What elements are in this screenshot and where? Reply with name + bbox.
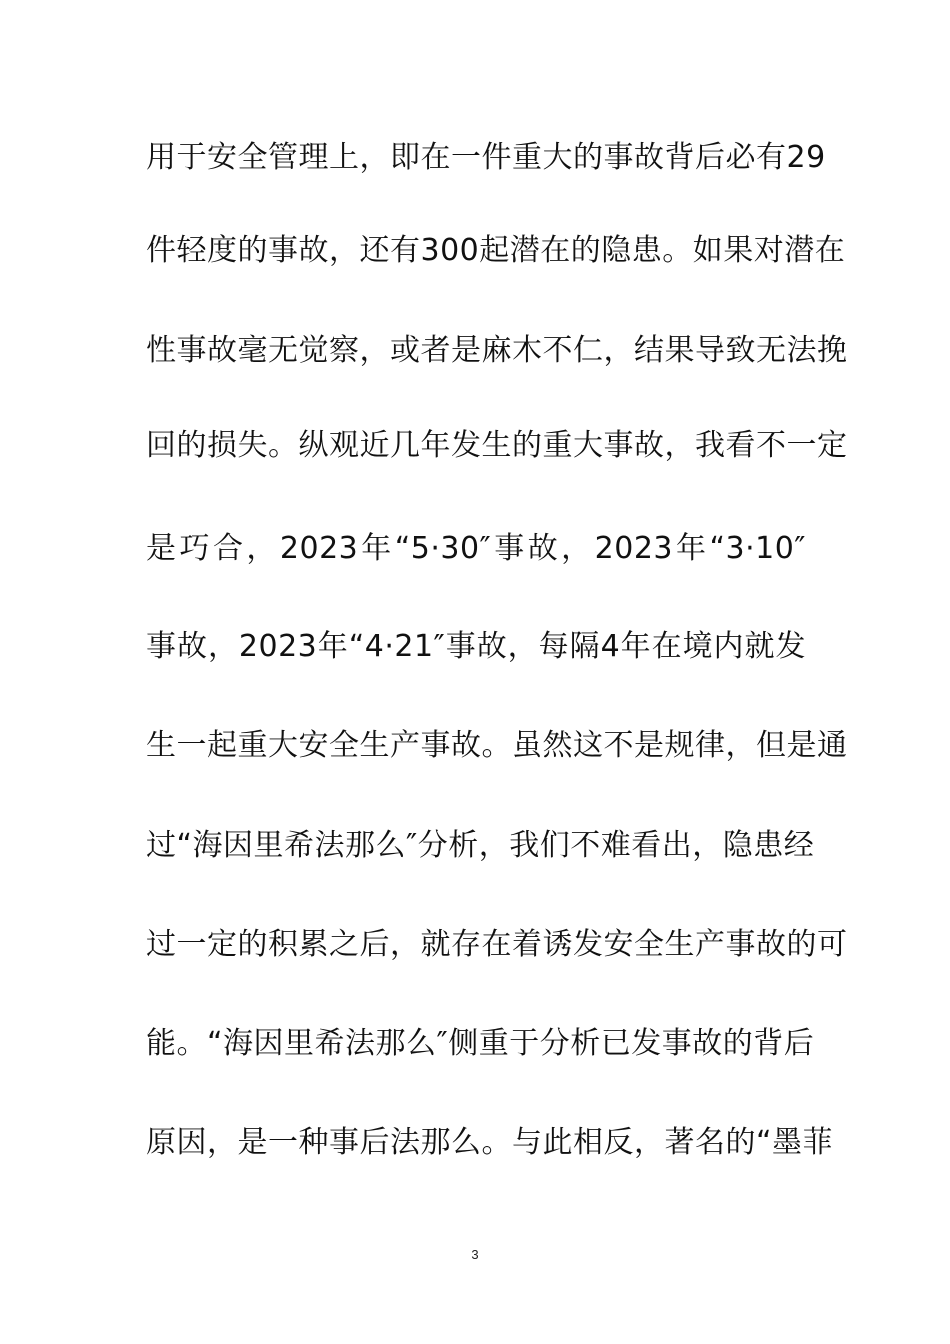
page-number: 3 [471, 1247, 479, 1262]
text-line-6: 事故，2023年“4·21″事故，每隔4年在境内就发 [146, 629, 806, 664]
text-line-4: 回的损失。纵观近几年发生的重大事故，我看不一定 [146, 428, 848, 463]
text-line-9: 过一定的积累之后，就存在着诱发安全生产事故的可 [146, 927, 848, 962]
text-line-3: 性事故毫无觉察，或者是麻木不仁，结果导致无法挽 [146, 333, 848, 368]
text-line-8: 过“海因里希法那么″分析，我们不难看出，隐患经 [146, 828, 815, 863]
text-line-1: 用于安全管理上，即在一件重大的事故背后必有29 [146, 140, 826, 175]
text-line-2: 件轻度的事故，还有300起潜在的隐患。如果对潜在 [146, 233, 846, 268]
text-line-10: 能。“海因里希法那么″侧重于分析已发事故的背后 [146, 1026, 815, 1061]
text-line-11: 原因，是一种事后法那么。与此相反，著名的“墨菲 [146, 1125, 834, 1160]
text-line-7: 生一起重大安全生产事故。虽然这不是规律，但是通 [146, 728, 848, 763]
text-line-5: 是巧合，2023年“5·30″事故，2023年“3·10″ [146, 531, 806, 566]
